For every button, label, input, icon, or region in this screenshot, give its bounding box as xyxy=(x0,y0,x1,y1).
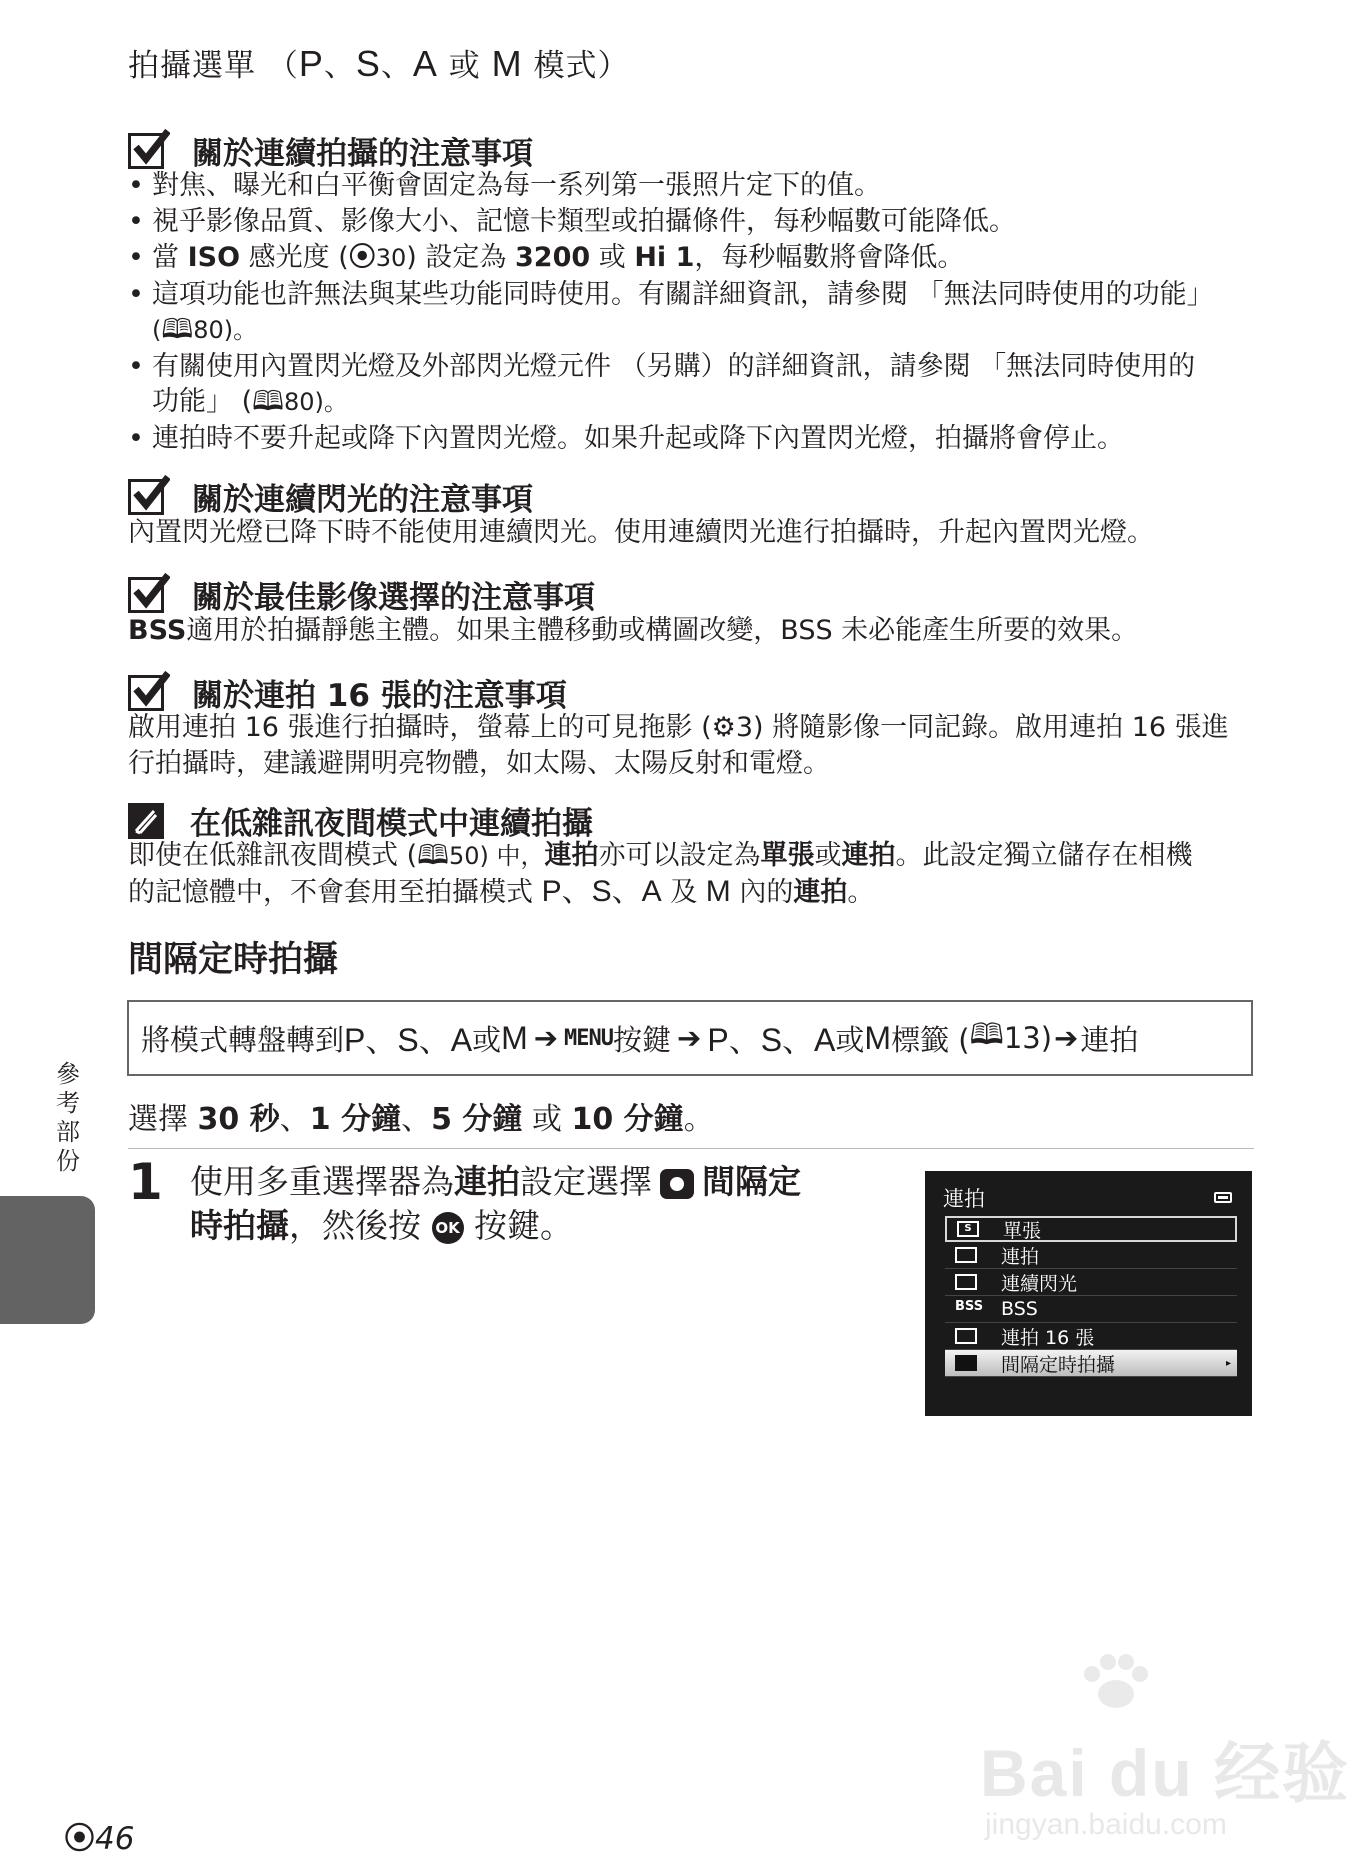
menu-item-bss[interactable]: BSS BSS xyxy=(945,1296,1237,1323)
screen-title: 連拍 xyxy=(943,1187,985,1211)
section-title-continuous: 關於連續拍攝的注意事項 xyxy=(128,128,533,173)
interval-timer-icon xyxy=(660,1169,694,1199)
menu-path-box: 將模式轉盤轉到 P、S、A 或 M ➔ MENU 按鍵 ➔ P、S、A 或 M 標籤 ( 🕮 13) ➔ 連拍 xyxy=(127,1000,1253,1076)
night-note: 即使在低雜訊夜間模式 (🕮50) 中，連拍亦可以設定為單張或連拍。此設定獨立儲存在相機 的記憶體中，不會套用至拍攝模式 P、S、A 及 M 內的連拍。 xyxy=(128,840,1193,908)
note-pen-icon xyxy=(128,803,168,839)
caution-check-icon xyxy=(128,479,170,515)
reference-e-icon: ⦿ xyxy=(64,1821,95,1857)
running-header: 拍攝選單 （P、S、A 或 M 模式） xyxy=(128,43,630,84)
menu-item-flash-continuous[interactable]: 連續閃光 xyxy=(945,1269,1237,1296)
caution-check-icon xyxy=(128,577,170,613)
list-item: • 對焦、曝光和白平衡會固定為每一系列第一張照片定下的值。 xyxy=(128,168,1253,203)
bss-note: BSS適用於拍攝靜態主體。如果主體移動或構圖改變，BSS 未必能產生所要的效果。 xyxy=(128,615,1139,646)
bss-icon: BSS xyxy=(955,1299,984,1314)
interval-timer-icon xyxy=(955,1355,977,1371)
chevron-right-icon: ▸ xyxy=(1225,1357,1231,1369)
ok-button-icon: OK xyxy=(432,1212,464,1244)
section-title-burst16: 關於連拍 16 張的注意事項 xyxy=(128,670,567,715)
reference-e-icon: ⦿ xyxy=(348,242,376,273)
book-icon: 🕮 xyxy=(969,1016,1004,1051)
interval-options: 選擇 30 秒、1 分鐘、5 分鐘 或 10 分鐘。 xyxy=(128,1102,714,1137)
interval-heading: 間隔定時拍攝 xyxy=(128,940,339,980)
reference-tech-icon: ⚙ xyxy=(711,712,736,743)
book-icon: 🕮 xyxy=(417,840,449,871)
battery-icon xyxy=(1214,1192,1232,1203)
caution-check-icon xyxy=(128,133,170,169)
menu-item-single[interactable]: S 單張 xyxy=(945,1216,1237,1242)
list-item: • 這項功能也許無法與某些功能同時使用。有關詳細資訊，請參閱 「無法同時使用的功能」 (🕮80)。 xyxy=(128,277,1253,348)
list-item: • 有關使用內置閃光燈及外部閃光燈元件 （另購）的詳細資訊，請參閱 「無法同時使用的 功能」 (🕮80)。 xyxy=(128,349,1253,420)
burst16-note: 啟用連拍 16 張進行拍攝時，螢幕上的可見拖影 (⚙3) 將隨影像一同記錄。啟用連拍 16 張進 行拍攝時，建議避開明亮物體，如太陽、太陽反射和電燈。 xyxy=(128,712,1229,779)
list-item: • 連拍時不要升起或降下內置閃光燈。如果升起或降下內置閃光燈，拍攝將會停止。 xyxy=(128,421,1253,456)
menu-item-burst16[interactable]: 連拍 16 張 xyxy=(945,1323,1237,1350)
caution-check-icon xyxy=(128,675,170,711)
section-title-bss: 關於最佳影像選擇的注意事項 xyxy=(128,572,595,617)
arrow-right-icon: ➔ xyxy=(677,1021,702,1055)
menu-item-continuous[interactable]: 連拍 xyxy=(945,1242,1237,1269)
continuous-notes xyxy=(128,168,1253,457)
flash-continuous-icon xyxy=(955,1274,977,1290)
step-instruction: 使用多重選擇器為連拍設定選擇 間隔定 時拍攝，然後按 OK 按鍵。 xyxy=(190,1162,801,1245)
camera-menu-screen xyxy=(925,1171,1252,1416)
multi-shot-16-icon xyxy=(955,1328,977,1344)
continuous-icon xyxy=(955,1247,977,1263)
side-section-label: 參考部份 xyxy=(56,1060,80,1175)
section-title-flash: 關於連續閃光的注意事項 xyxy=(128,474,533,519)
book-icon: 🕮 xyxy=(252,386,284,417)
arrow-right-icon: ➔ xyxy=(1054,1021,1079,1055)
watermark-logo: Bai du 经验 xyxy=(980,1736,1351,1810)
menu-list xyxy=(945,1216,1237,1377)
book-icon: 🕮 xyxy=(161,314,194,345)
side-tab xyxy=(0,1196,95,1324)
arrow-right-icon: ➔ xyxy=(533,1021,559,1055)
page-number: ⦿46 xyxy=(64,1821,135,1857)
single-shot-icon: S xyxy=(957,1221,979,1237)
menu-item-interval[interactable]: 間隔定時拍攝 ▸ xyxy=(945,1350,1237,1377)
flash-note: 內置閃光燈已降下時不能使用連續閃光。使用連續閃光進行拍攝時，升起內置閃光燈。 xyxy=(128,517,1154,548)
list-item: • 視乎影像品質、影像大小、記憶卡類型或拍攝條件，每秒幅數可能降低。 xyxy=(128,204,1253,239)
divider xyxy=(128,1148,1254,1149)
section-title-night: 在低雜訊夜間模式中連續拍攝 xyxy=(128,798,593,843)
step-number: 1 xyxy=(128,1153,163,1211)
baidu-paw-icon xyxy=(1080,1652,1150,1712)
list-item: • 當 ISO 感光度 (⦿30) 設定為 3200 或 Hi 1，每秒幅數將會降低。 xyxy=(128,240,1253,276)
watermark-url: jingyan.baidu.com xyxy=(985,1808,1227,1841)
